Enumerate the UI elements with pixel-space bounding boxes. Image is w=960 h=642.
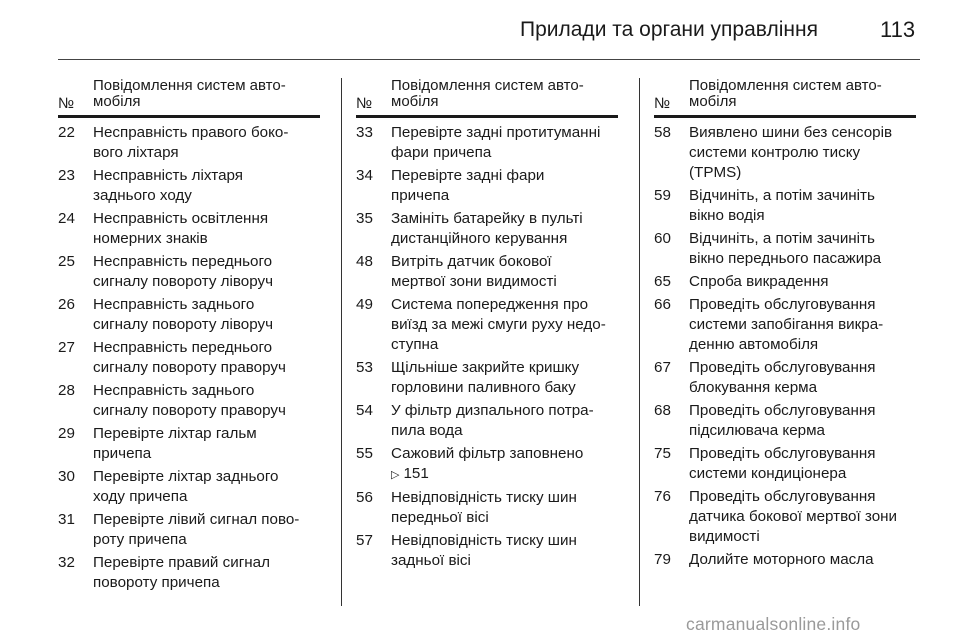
message-line: Несправність переднього [93,253,273,270]
message-text [93,295,320,335]
table-column-3 [654,78,916,570]
message-header [93,78,286,110]
message-line: мертвої зони видимості [391,273,557,290]
message-number: 57 [356,532,373,549]
message-line: Проведіть обслуговування [689,402,876,419]
message-line: сигналу повороту ліворуч [93,273,274,290]
message-line: повороту причепа [93,574,220,591]
message-number: 67 [654,359,671,376]
message-line: Невідповідність тиску шин [391,532,577,549]
message-header-line: мобіля [689,93,737,110]
message-number: 79 [654,551,671,568]
message-number: 23 [58,167,75,184]
message-text [391,531,618,571]
message-line: Перевірте задні протитуманні [391,124,601,141]
table-rows [654,118,916,570]
table-rows [356,118,618,571]
message-text [689,487,916,547]
table-row [58,209,320,249]
message-line: заднього ходу [93,187,192,204]
message-line: Відчиніть, а потім зачиніть [689,187,875,204]
message-number: 60 [654,230,671,247]
header-divider [58,59,920,60]
message-line: Несправність заднього [93,296,255,313]
message-text [93,381,320,421]
message-number: 53 [356,359,373,376]
message-line: передньої вісі [391,509,489,526]
message-line: Несправність заднього [93,382,255,399]
message-number: 66 [654,296,671,313]
message-line: Несправність освітлення [93,210,269,227]
message-text [93,166,320,206]
table-row [654,401,916,441]
table-row [654,358,916,398]
reference-page-number: 151 [403,465,429,482]
table-column-1 [58,78,320,593]
message-line: датчика бокової мертвої зони [689,508,898,525]
message-line: виїзд за межі смуги руху недо- [391,316,606,333]
table-row [356,358,618,398]
message-text [689,186,916,226]
table-row [58,338,320,378]
message-line: вого ліхтаря [93,144,179,161]
message-line: підсилювача керма [689,422,825,439]
message-number: 75 [654,445,671,462]
message-text [689,444,916,484]
message-line: причепа [93,445,152,462]
message-number: 56 [356,489,373,506]
message-header-line: Повідомлення систем авто- [93,77,286,94]
table-row [356,166,618,206]
table-row [654,272,916,292]
message-number: 25 [58,253,75,270]
table-row [58,166,320,206]
page-title: Прилади та органи управління [520,18,818,41]
message-line: горловини паливного баку [391,379,576,396]
number-header: № [58,95,75,112]
message-number: 65 [654,273,671,290]
message-header [689,78,882,110]
message-line: Несправність правого боко- [93,124,289,141]
message-line: причепа [391,187,450,204]
message-number: 49 [356,296,373,313]
message-text [689,401,916,441]
table-row [654,123,916,183]
message-line: Сажовий фільтр заповнено [391,445,584,462]
table-row [356,488,618,528]
message-text [93,252,320,292]
message-line: Виявлено шини без сенсорів [689,124,893,141]
message-line: системи контролю тиску [689,144,861,161]
table-row [654,229,916,269]
message-line: сигналу повороту праворуч [93,359,286,376]
message-number: 68 [654,402,671,419]
table-row [356,123,618,163]
table-row [654,487,916,547]
message-number: 76 [654,488,671,505]
message-line: дистанційного керування [391,230,568,247]
message-number: 27 [58,339,75,356]
message-header-line: Повідомлення систем авто- [391,77,584,94]
message-text [391,252,618,292]
message-line: Долийте моторного масла [689,551,874,568]
message-number: 33 [356,124,373,141]
message-number: 29 [58,425,75,442]
message-line: пила вода [391,422,463,439]
message-text [689,358,916,398]
message-text [391,209,618,249]
number-header: № [356,95,373,112]
message-line: (TPMS) [689,164,742,181]
message-number: 28 [58,382,75,399]
table-row [654,444,916,484]
message-line: ступна [391,336,439,353]
table-row [356,444,618,485]
message-line: Замініть батарейку в пульті [391,210,583,227]
message-line: Система попередження про [391,296,589,313]
table-row [356,252,618,292]
message-number: 24 [58,210,75,227]
message-line: задньої вісі [391,552,471,569]
message-text [391,166,618,206]
message-number: 34 [356,167,373,184]
message-line: Перевірте лівий сигнал пово- [93,511,300,528]
message-line: блокування керма [689,379,818,396]
message-line: вікно водія [689,207,765,224]
table-column-2 [356,78,618,571]
message-text [689,229,916,269]
table-row [58,252,320,292]
message-number: 58 [654,124,671,141]
message-line: видимості [689,528,760,545]
message-number: 48 [356,253,373,270]
message-header-line: мобіля [93,93,141,110]
message-line: Невідповідність тиску шин [391,489,577,506]
number-header: № [654,95,671,112]
column-divider [639,78,640,606]
message-line: системи кондиціонера [689,465,847,482]
message-text [391,401,618,441]
table-row [58,295,320,335]
table-row [356,531,618,571]
message-text [93,467,320,507]
message-line: Проведіть обслуговування [689,359,876,376]
arrow-triangle-icon: ▷ [391,469,400,481]
message-text [93,424,320,464]
message-number: 22 [58,124,75,141]
table-row [356,401,618,441]
message-number: 55 [356,445,373,462]
message-line: Перевірте ліхтар гальм [93,425,257,442]
message-line: Проведіть обслуговування [689,488,876,505]
message-line: Проведіть обслуговування [689,445,876,462]
table-header [356,78,618,118]
message-line: Проведіть обслуговування [689,296,876,313]
message-line: фари причепа [391,144,492,161]
message-text [93,553,320,593]
message-number: 59 [654,187,671,204]
message-text [93,510,320,550]
message-line: У фільтр дизпального потра- [391,402,594,419]
message-header [391,78,584,110]
message-line: Відчиніть, а потім зачиніть [689,230,875,247]
table-row [356,209,618,249]
message-number: 35 [356,210,373,227]
message-text [689,295,916,355]
message-line: Перевірте правий сигнал [93,554,270,571]
message-number: 32 [58,554,75,571]
message-line: сигналу повороту праворуч [93,402,286,419]
table-header [654,78,916,118]
watermark: carmanualsonline.info [686,614,861,634]
table-row [58,381,320,421]
message-line: Перевірте задні фари [391,167,545,184]
column-divider [341,78,342,606]
message-line: Перевірте ліхтар заднього [93,468,279,485]
message-line: денню автомобіля [689,336,819,353]
table-rows [58,118,320,593]
page-reference[interactable] [391,464,618,485]
message-text [391,488,618,528]
message-text [391,123,618,163]
message-line: номерних знаків [93,230,208,247]
message-number: 54 [356,402,373,419]
message-text [689,550,916,570]
message-line: Спроба викрадення [689,273,829,290]
message-text [689,272,916,292]
message-number: 26 [58,296,75,313]
message-line: Витріть датчик бокової [391,253,552,270]
table-row [654,550,916,570]
message-line: ходу причепа [93,488,188,505]
message-line: сигналу повороту ліворуч [93,316,274,333]
table-row [58,123,320,163]
message-number: 31 [58,511,75,528]
message-text [391,444,618,485]
page-number: 113 [880,17,916,42]
message-text [391,358,618,398]
table-row [58,467,320,507]
message-number: 30 [58,468,75,485]
table-row [58,510,320,550]
message-text [689,123,916,183]
message-line: вікно переднього пасажира [689,250,882,267]
message-text [93,338,320,378]
message-header-line: мобіля [391,93,439,110]
table-row [58,553,320,593]
message-text [93,123,320,163]
message-line: Щільніше закрийте кришку [391,359,580,376]
message-line: Несправність ліхтаря [93,167,244,184]
table-header [58,78,320,118]
message-text [391,295,618,355]
table-row [654,186,916,226]
message-header-line: Повідомлення систем авто- [689,77,882,94]
message-line: роту причепа [93,531,187,548]
message-line: Несправність переднього [93,339,273,356]
message-text [93,209,320,249]
table-row [58,424,320,464]
table-row [654,295,916,355]
message-line: системи запобігання викра- [689,316,884,333]
table-row [356,295,618,355]
